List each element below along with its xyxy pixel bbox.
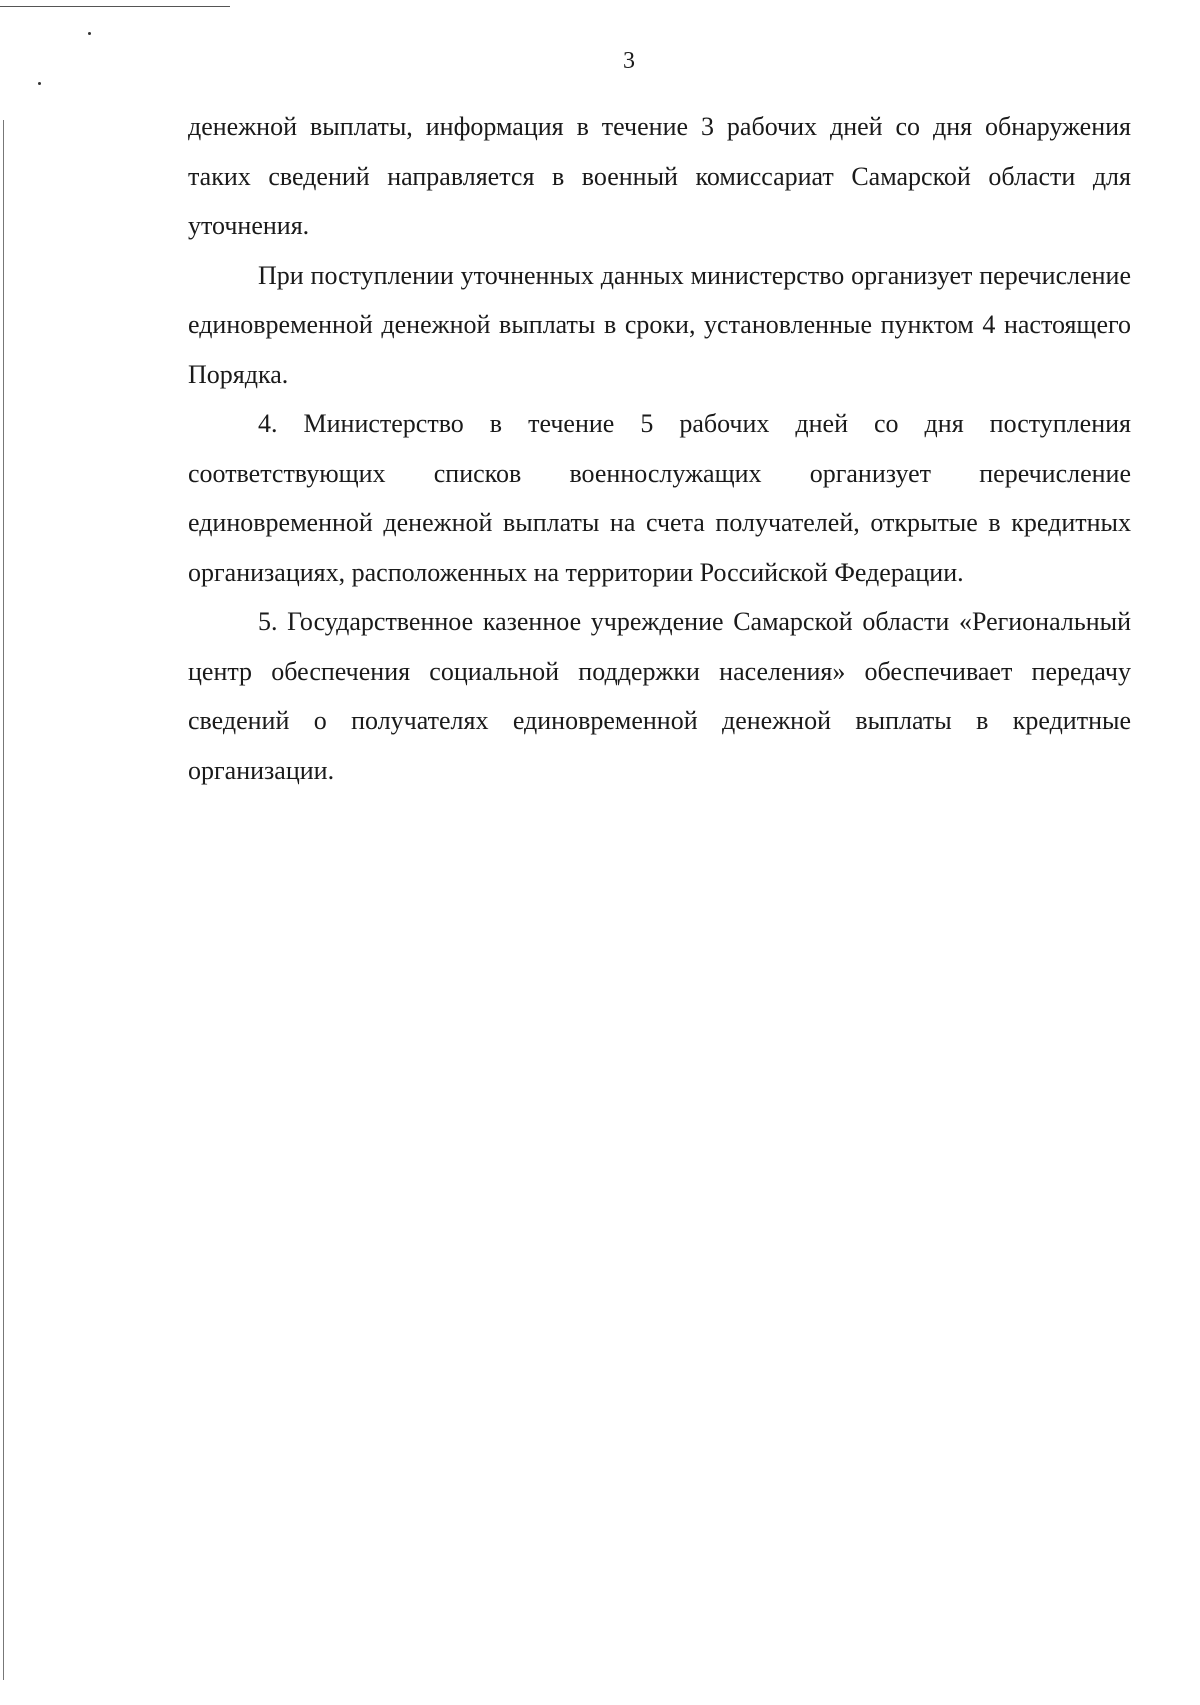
paragraph-item-4: 4. Министерство в течение 5 рабочих дней со дня поступления соответствующих списков военнослужащих организует перечисление единовременной денежной выплаты на счета получателей, открытые в кредитных организациях, расположенных на территории Российской Федерации.: [188, 409, 1131, 587]
paragraph-clarified-data: При поступлении уточненных данных министерство организует перечисление единовременной денежной выплаты в сроки, установленные пунктом 4 настоящего Порядка.: [188, 260, 1131, 389]
paragraph-item-5: 5. Государственное казенное учреждение Самарской области «Региональный центр обеспечения социальной поддержки населения» обеспечивает передачу сведений о получателях единовременной денежной выплаты в кредитные организации.: [188, 607, 1131, 785]
paragraph-continuation: денежной выплаты, информация в течение 3 рабочих дней со дня обнаружения таких сведений направляется в военный комиссариат Самарской области для уточнения.: [188, 112, 1131, 240]
document-body: [188, 102, 1131, 795]
scan-edge-left: [3, 120, 4, 1680]
page-number: 3: [623, 48, 635, 74]
scan-edge-top: [0, 6, 230, 7]
scan-speck: [88, 32, 91, 35]
scan-speck: [38, 82, 41, 85]
